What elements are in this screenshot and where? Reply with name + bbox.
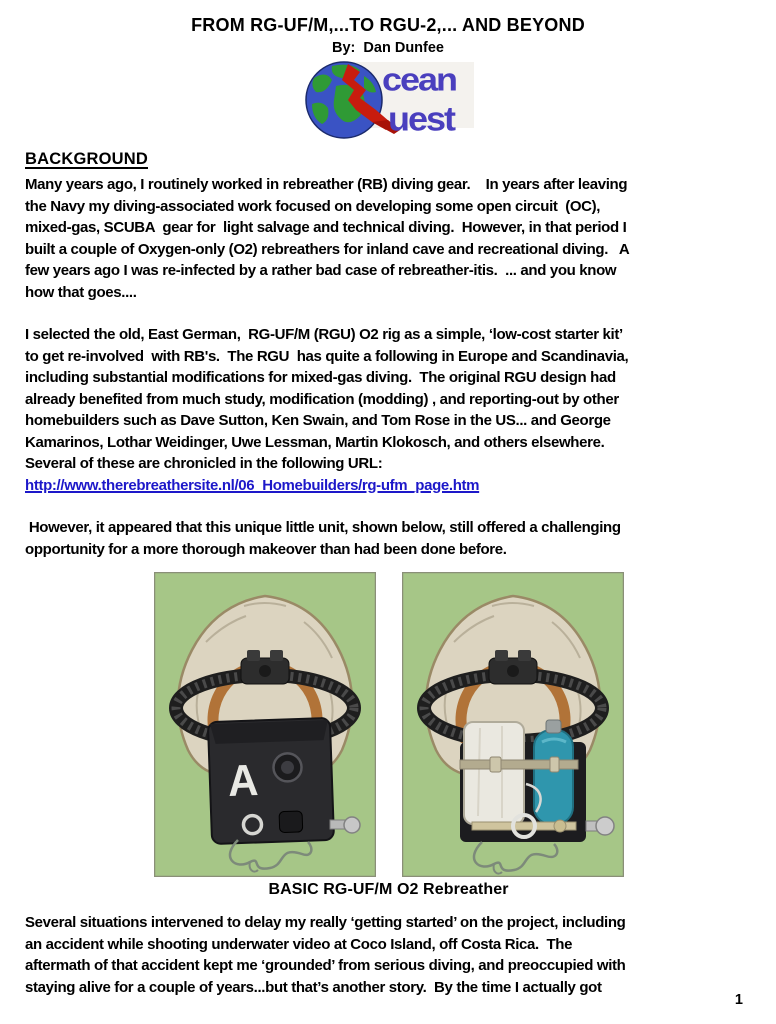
rebreather-photo-closed <box>154 572 376 877</box>
text-line: built a couple of Oxygen-only (O2) rebreathers for inland cave and recreational diving. A <box>25 240 630 258</box>
text-line: the Navy my diving-associated work focused on developing some open circuit (OC), <box>25 197 601 215</box>
text-line: few years ago I was re-infected by a rather bad case of rebreather-itis. ... and you know <box>25 262 617 279</box>
text-line: to get re-involved with RB's. The RGU has quite a following in Europe and Scandinavia, <box>25 347 629 365</box>
text-line: an accident while shooting underwater video at Coco Island, off Costa Rica. The <box>25 935 573 953</box>
logo-text-top: cean <box>382 62 457 99</box>
paragraph-2 <box>25 324 752 475</box>
logo-row <box>0 60 776 144</box>
text-line: including substantial modifications for mixed-gas diving. The original RGU design had <box>25 369 616 386</box>
ocean-quest-logo-icon <box>302 60 474 144</box>
text-line: opportunity for a more thorough makeover than had been done before. <box>25 540 507 558</box>
paragraph-1 <box>25 174 752 303</box>
page-title: FROM RG-UF/M,...TO RGU-2,... AND BEYOND <box>191 15 585 35</box>
paragraph-3 <box>25 517 752 560</box>
byline: By: Dan Dunfee <box>332 40 444 56</box>
scrubber-canister <box>464 722 524 824</box>
oxygen-cylinder <box>534 730 573 824</box>
text-line: I selected the old, East German, RG-UF/M (RGU) O2 rig as a simple, ‘low-cost starter kit’ <box>25 326 623 343</box>
text-line: However, it appeared that this unique little unit, shown below, still offered a challenging <box>25 519 621 536</box>
rebreather-photo-open <box>402 572 624 877</box>
text-line: already benefited from much study, modification (modding) , and reporting-out by other <box>25 390 619 408</box>
text-line: Several of these are chronicled in the following URL: <box>25 455 383 472</box>
photo-figure <box>25 572 752 877</box>
text-line: Several situations intervened to delay my really ‘getting started’ on the project, including <box>25 914 626 931</box>
svg-text:A: A <box>226 756 259 807</box>
rebreathersite-link[interactable]: http://www.therebreathersite.nl/06_Homebuilders/rg-ufm_page.htm <box>25 476 480 494</box>
logo-text-bottom: uest <box>388 100 455 139</box>
text-line: homebuilders such as Dave Sutton, Ken Swain, and Tom Rose in the US... and George <box>25 412 611 429</box>
text-line: staying alive for a couple of years...but that’s another story. By the time I actually got <box>25 978 602 996</box>
text-line: aftermath of that accident kept me ‘grounded’ from serious diving, and preoccupied with <box>25 957 626 974</box>
page-number: 1 <box>734 992 743 1008</box>
text-line: Many years ago, I routinely worked in rebreather (RB) diving gear. In years after leaving <box>25 176 628 193</box>
text-line: how that goes.... <box>25 283 137 301</box>
text-line: mixed-gas, SCUBA gear for light salvage and technical diving. However, in that period I <box>25 219 627 236</box>
document-body <box>0 150 776 998</box>
photo-caption: BASIC RG-UF/M O2 Rebreather <box>268 881 509 898</box>
text-line: Kamarinos, Lothar Weidinger, Uwe Lessman, Martin Klokosch, and others elsewhere. <box>25 433 605 451</box>
paragraph-4 <box>25 912 752 998</box>
background-heading: BACKGROUND <box>25 150 148 168</box>
link-row <box>25 475 752 497</box>
